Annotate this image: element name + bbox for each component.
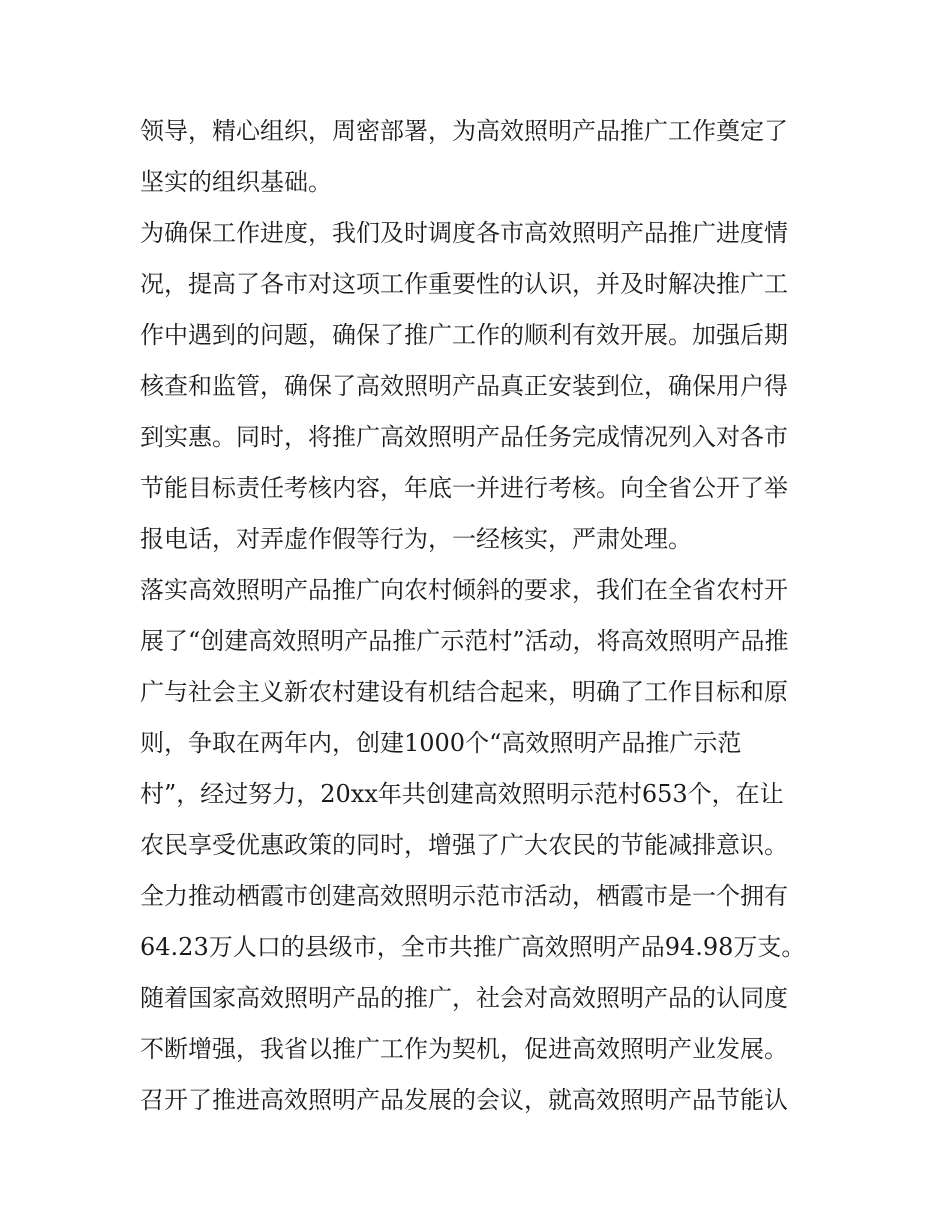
text-line-11: 展了“创建高效照明产品推广示范村”活动，将高效照明产品推	[140, 627, 789, 655]
document-body	[140, 106, 820, 1126]
text-line-15: 农民享受优惠政策的同时，增强了广大农民的节能减排意识。	[140, 831, 788, 859]
text-line-17: 64.23万人口的县级市，全市共推广高效照明产品94.98万支。	[140, 933, 806, 961]
text-line-6: 核查和监管，确保了高效照明产品真正安装到位，确保用户得	[140, 372, 788, 400]
text-line-13: 则，争取在两年内，创建1000个“高效照明产品推广示范	[140, 729, 742, 757]
text-line-20: 召开了推进高效照明产品发展的会议，就高效照明产品节能认	[140, 1086, 788, 1114]
text-line-5: 作中遇到的问题，确保了推广工作的顺利有效开展。加强后期	[140, 321, 788, 349]
text-line-4: 况，提高了各市对这项工作重要性的认识，并及时解决推广工	[140, 270, 788, 298]
text-line-10: 落实高效照明产品推广向农村倾斜的要求，我们在全省农村开	[140, 576, 788, 604]
text-line-12: 广与社会主义新农村建设有机结合起来，明确了工作目标和原	[140, 678, 788, 706]
text-line-2: 坚实的组织基础。	[140, 168, 332, 196]
text-line-14: 村”，经过努力，20xx年共创建高效照明示范村653个，在让	[140, 780, 784, 808]
text-line-19: 不断增强，我省以推广工作为契机，促进高效照明产业发展。	[140, 1035, 788, 1063]
text-line-3: 为确保工作进度，我们及时调度各市高效照明产品推广进度情	[140, 219, 788, 247]
text-line-8: 节能目标责任考核内容，年底一并进行考核。向全省公开了举	[140, 474, 788, 502]
text-line-7: 到实惠。同时，将推广高效照明产品任务完成情况列入对各市	[140, 423, 788, 451]
text-line-1: 领导，精心组织，周密部署，为高效照明产品推广工作奠定了	[140, 117, 788, 145]
text-line-9: 报电话，对弄虚作假等行为，一经核实，严肃处理。	[140, 525, 692, 553]
text-line-16: 全力推动栖霞市创建高效照明示范市活动，栖霞市是一个拥有	[140, 882, 788, 910]
text-line-18: 随着国家高效照明产品的推广，社会对高效照明产品的认同度	[140, 984, 788, 1012]
